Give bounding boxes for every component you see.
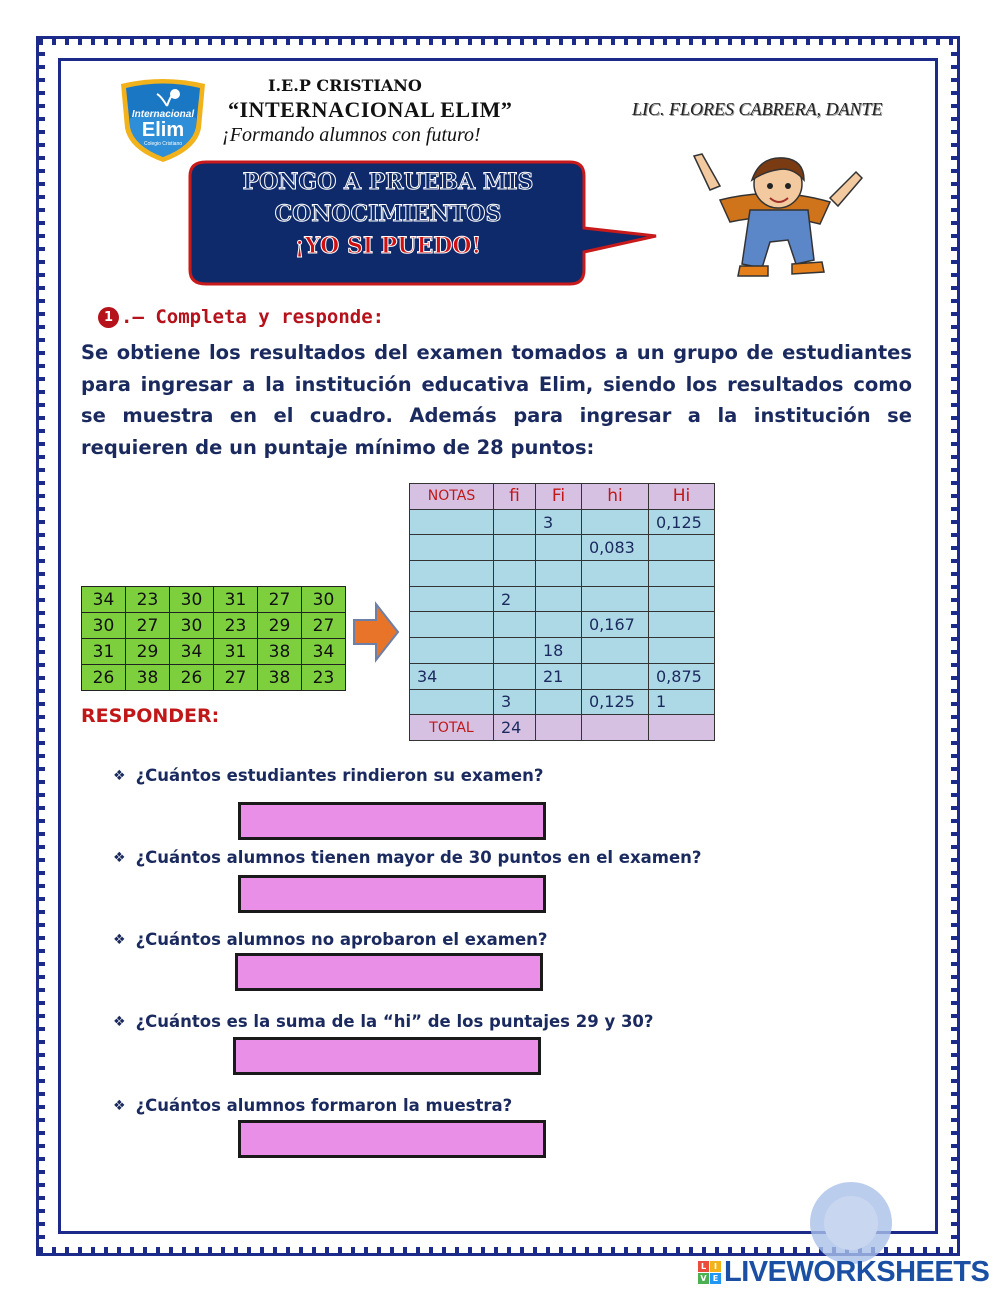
- frequency-table: [409, 483, 715, 741]
- grid-cell: 30: [302, 587, 346, 613]
- freq-cell[interactable]: [494, 509, 536, 535]
- logo-text-1: Internacional: [131, 109, 195, 120]
- freq-cell[interactable]: [494, 612, 536, 638]
- freq-total-cell[interactable]: [582, 715, 649, 741]
- grid-cell: 27: [258, 587, 302, 613]
- answer-box-4[interactable]: [233, 1037, 541, 1075]
- liveworksheets-logo: [698, 1256, 989, 1289]
- answer-box-5[interactable]: [238, 1120, 546, 1158]
- freq-cell[interactable]: [649, 535, 715, 561]
- freq-cell: 18: [536, 638, 582, 664]
- banner-text: [190, 166, 586, 262]
- freq-cell: 0,125: [582, 689, 649, 715]
- freq-cell[interactable]: [582, 663, 649, 689]
- question-text: ¿Cuántos alumnos formaron la muestra?: [135, 1096, 513, 1115]
- logo-text-2: Elim: [141, 119, 185, 141]
- freq-cell: 0,167: [582, 612, 649, 638]
- freq-cell[interactable]: [410, 535, 494, 561]
- school-type: I.E.P CRISTIANO: [268, 76, 422, 95]
- freq-cell: 34: [410, 663, 494, 689]
- freq-cell[interactable]: [582, 509, 649, 535]
- question-1: [113, 766, 543, 785]
- question-3: [113, 930, 547, 949]
- responder-label: RESPONDER:: [81, 705, 220, 727]
- freq-cell[interactable]: [536, 561, 582, 587]
- freq-row: [410, 561, 715, 587]
- logo-square: I: [710, 1261, 721, 1272]
- answer-box-2[interactable]: [238, 875, 546, 913]
- freq-total-cell: 24: [494, 715, 536, 741]
- grid-cell: 31: [214, 587, 258, 613]
- question-2: [113, 848, 701, 867]
- grid-cell: 29: [258, 613, 302, 639]
- school-name: “INTERNACIONAL ELIM”: [228, 97, 513, 122]
- diamond-bullet-icon: ❖: [113, 849, 126, 866]
- freq-total-label: TOTAL: [410, 715, 494, 741]
- logo-square: V: [698, 1273, 709, 1284]
- freq-cell[interactable]: [494, 535, 536, 561]
- freq-cell: 3: [536, 509, 582, 535]
- grid-row: [82, 613, 346, 639]
- grid-cell: 30: [170, 613, 214, 639]
- liveworksheets-squares: [698, 1261, 721, 1284]
- freq-header-cell: Hi: [649, 484, 715, 510]
- freq-header-cell: fi: [494, 484, 536, 510]
- freq-cell[interactable]: [582, 586, 649, 612]
- freq-row: [410, 612, 715, 638]
- question-5: [113, 1096, 512, 1115]
- freq-cell[interactable]: [410, 509, 494, 535]
- teacher-name: LIC. FLORES CABRERA, DANTE: [632, 99, 883, 119]
- grid-cell: 23: [214, 613, 258, 639]
- grid-cell: 34: [170, 639, 214, 665]
- grid-cell: 26: [170, 665, 214, 691]
- freq-total-row: [410, 715, 715, 741]
- freq-cell: 0,083: [582, 535, 649, 561]
- freq-cell[interactable]: [536, 586, 582, 612]
- grid-cell: 38: [126, 665, 170, 691]
- freq-row: [410, 535, 715, 561]
- question-text: ¿Cuántos alumnos tienen mayor de 30 puntos en el examen?: [135, 848, 702, 867]
- freq-cell[interactable]: [536, 612, 582, 638]
- freq-cell[interactable]: [649, 561, 715, 587]
- logo-text-3: Colegio Cristiano: [143, 141, 183, 147]
- grid-cell: 27: [302, 613, 346, 639]
- freq-cell[interactable]: [649, 612, 715, 638]
- question-text: ¿Cuántos estudiantes rindieron su examen?: [135, 766, 544, 785]
- freq-cell: 0,125: [649, 509, 715, 535]
- grid-cell: 23: [126, 587, 170, 613]
- freq-cell[interactable]: [536, 535, 582, 561]
- freq-row: [410, 509, 715, 535]
- freq-cell[interactable]: [410, 612, 494, 638]
- freq-cell[interactable]: [649, 638, 715, 664]
- logo-square: L: [698, 1261, 709, 1272]
- grid-row: [82, 587, 346, 613]
- freq-cell[interactable]: [494, 638, 536, 664]
- grid-cell: 29: [126, 639, 170, 665]
- freq-cell[interactable]: [410, 689, 494, 715]
- freq-cell: 3: [494, 689, 536, 715]
- problem-heading: [98, 306, 384, 328]
- freq-row: [410, 586, 715, 612]
- banner-line-3: ¡YO SI PUEDO!: [294, 233, 482, 259]
- grid-cell: 27: [126, 613, 170, 639]
- grid-cell: 34: [82, 587, 126, 613]
- grid-row: [82, 639, 346, 665]
- freq-cell: 1: [649, 689, 715, 715]
- question-4: [113, 1012, 653, 1031]
- grid-cell: 31: [82, 639, 126, 665]
- grid-cell: 30: [170, 587, 214, 613]
- freq-header-cell: Fi: [536, 484, 582, 510]
- freq-cell[interactable]: [410, 586, 494, 612]
- problem-text: Se obtiene los resultados del examen tomados a un grupo de estudiantes para ingresar a la institución educativa Elim, siendo los resultados como se muestra en el cuadro. Además para ingresar a la institución se requieren de un puntaje mínimo de 28 puntos:: [81, 341, 912, 459]
- freq-cell[interactable]: [649, 586, 715, 612]
- answer-box-3[interactable]: [235, 953, 543, 991]
- diamond-bullet-icon: ❖: [113, 1013, 126, 1030]
- freq-total-cell[interactable]: [536, 715, 582, 741]
- problem-number: 1: [98, 307, 119, 328]
- freq-total-cell[interactable]: [649, 715, 715, 741]
- banner-line-2: CONOCIMIENTOS: [274, 201, 502, 227]
- freq-cell: 2: [494, 586, 536, 612]
- grid-cell: 27: [214, 665, 258, 691]
- school-motto: ¡Formando alumnos con futuro!: [222, 124, 481, 146]
- arrow-right-icon: [352, 600, 400, 664]
- freq-row: [410, 689, 715, 715]
- grid-cell: 26: [82, 665, 126, 691]
- question-text: ¿Cuántos alumnos no aprobaron el examen?: [135, 930, 548, 949]
- freq-cell[interactable]: [582, 638, 649, 664]
- diamond-bullet-icon: ❖: [113, 931, 126, 948]
- freq-cell: 21: [536, 663, 582, 689]
- logo-square: E: [710, 1273, 721, 1284]
- diamond-bullet-icon: ❖: [113, 1097, 126, 1114]
- grid-cell: 23: [302, 665, 346, 691]
- freq-cell[interactable]: [582, 561, 649, 587]
- freq-header-cell: hi: [582, 484, 649, 510]
- watermark-circle-inner: [824, 1196, 878, 1250]
- grid-row: [82, 665, 346, 691]
- question-text: ¿Cuántos es la suma de la “hi” de los puntajes 29 y 30?: [135, 1012, 654, 1031]
- liveworksheets-text: LIVEWORKSHEETS: [724, 1256, 990, 1288]
- freq-row: [410, 638, 715, 664]
- freq-cell[interactable]: [494, 663, 536, 689]
- banner-line-1: PONGO A PRUEBA MIS: [242, 169, 534, 195]
- problem-heading-text: .– Completa y responde:: [121, 306, 385, 328]
- freq-row: [410, 663, 715, 689]
- freq-cell[interactable]: [536, 689, 582, 715]
- grid-cell: 38: [258, 639, 302, 665]
- freq-cell: 0,875: [649, 663, 715, 689]
- answer-box-1[interactable]: [238, 802, 546, 840]
- freq-cell[interactable]: [494, 561, 536, 587]
- freq-cell[interactable]: [410, 638, 494, 664]
- freq-header-cell: NOTAS: [410, 484, 494, 510]
- grid-cell: 38: [258, 665, 302, 691]
- freq-cell[interactable]: [410, 561, 494, 587]
- grid-cell: 31: [214, 639, 258, 665]
- kid-illustration: [680, 150, 870, 290]
- grid-cell: 30: [82, 613, 126, 639]
- scores-grid: [81, 586, 346, 691]
- grid-cell: 34: [302, 639, 346, 665]
- diamond-bullet-icon: ❖: [113, 767, 126, 784]
